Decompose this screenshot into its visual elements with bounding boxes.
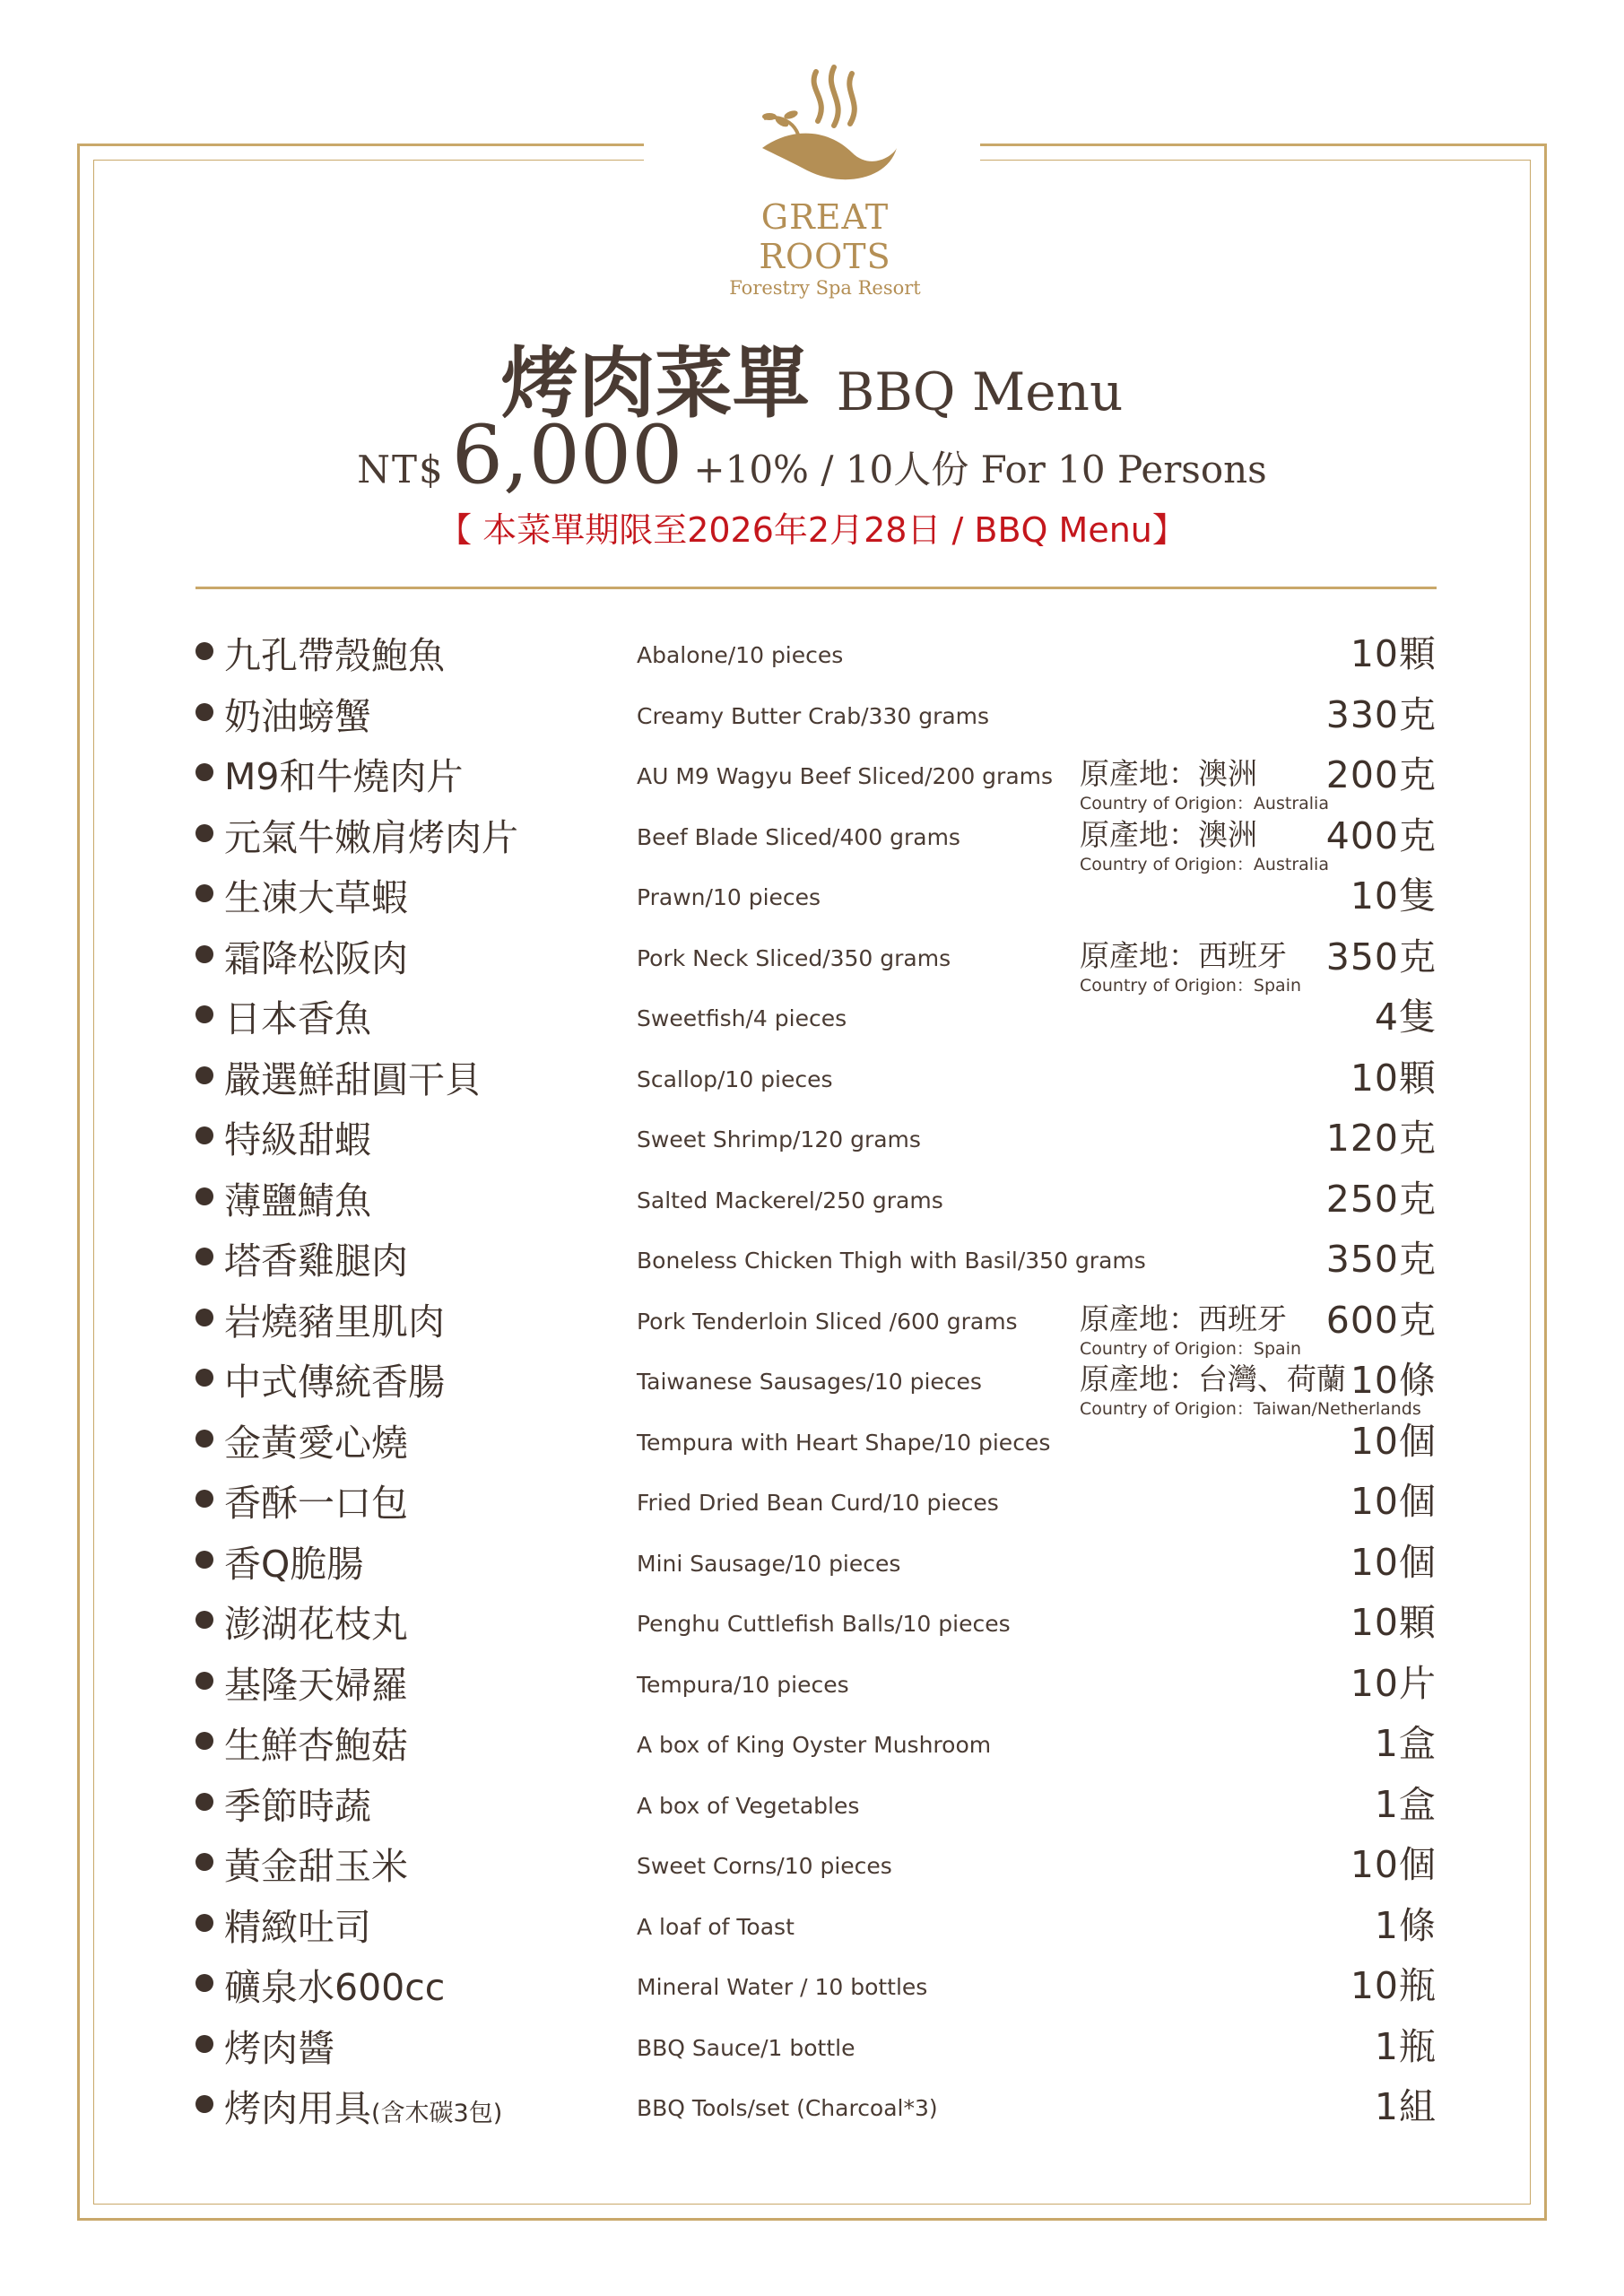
item-name-zh-text: 嚴選鮮甜圓干貝 xyxy=(224,1057,482,1101)
item-quantity: 10個 xyxy=(1350,1843,1437,1886)
menu-item xyxy=(195,1107,1437,1168)
item-quantity: 120克 xyxy=(1325,1117,1437,1160)
item-name-zh xyxy=(224,1110,371,1163)
item-name-zh-text: 金黃愛心燒 xyxy=(224,1421,408,1465)
menu-item xyxy=(195,622,1437,683)
menu-item xyxy=(195,1652,1437,1713)
item-name-zh-text: 烤肉用具 xyxy=(224,2087,371,2130)
item-name-en: Penghu Cuttlefish Balls/10 pieces xyxy=(637,1611,1011,1637)
item-name-zh-text: M9和牛燒肉片 xyxy=(224,755,464,798)
bullet-icon xyxy=(195,824,213,842)
validity-notice: 【 本菜單期限至2026年2月28日 / BBQ Menu】 xyxy=(438,510,1186,550)
bullet-icon xyxy=(195,1309,213,1326)
menu-item xyxy=(195,865,1437,926)
item-name-en: Salted Mackerel/250 grams xyxy=(637,1187,943,1213)
brand-logo xyxy=(708,63,942,299)
item-name-zh-text: 澎湖花枝丸 xyxy=(224,1603,408,1646)
item-name-zh xyxy=(224,929,408,982)
item-quantity: 10條 xyxy=(1350,1359,1437,1402)
bullet-icon xyxy=(195,884,213,902)
bullet-icon xyxy=(195,1732,213,1750)
menu-item xyxy=(195,1470,1437,1531)
item-name-zh-text: 特級甜蝦 xyxy=(224,1118,371,1161)
menu-item xyxy=(195,1773,1437,1834)
item-origin-en: Country of Origion：Australia xyxy=(1080,854,1329,874)
bullet-icon xyxy=(195,1126,213,1144)
item-name-en: Mini Sausage/10 pieces xyxy=(637,1550,901,1577)
menu-item xyxy=(195,1531,1437,1592)
item-name-en: Creamy Butter Crab/330 grams xyxy=(637,702,990,729)
item-name-en: Abalone/10 pieces xyxy=(637,642,844,668)
bullet-icon xyxy=(195,2035,213,2053)
item-name-zh-text: 霜降松阪肉 xyxy=(224,936,408,980)
item-quantity: 10個 xyxy=(1350,1419,1437,1463)
item-origin: 原產地：台灣、荷蘭 xyxy=(1080,1361,1346,1396)
item-name-en: AU M9 Wagyu Beef Sliced/200 grams xyxy=(637,763,1054,789)
item-name-en: Pork Neck Sliced/350 grams xyxy=(637,944,951,971)
frame-bottom xyxy=(77,2218,1547,2221)
menu-title-zh: 烤肉菜單 xyxy=(500,338,810,429)
bullet-icon xyxy=(195,1611,213,1629)
item-origin-en: Country of Origion：Taiwan/Netherlands xyxy=(1080,1399,1421,1419)
item-name-en: Beef Blade Sliced/400 grams xyxy=(637,823,960,850)
item-quantity: 1盒 xyxy=(1374,1722,1437,1765)
bullet-icon xyxy=(195,1066,213,1084)
item-quantity: 4隻 xyxy=(1374,996,1437,1039)
menu-item xyxy=(195,2075,1437,2136)
bullet-icon xyxy=(195,763,213,781)
item-name-zh xyxy=(224,1716,408,1769)
menu-item xyxy=(195,986,1437,1047)
item-name-en: Prawn/10 pieces xyxy=(637,884,821,910)
item-name-zh xyxy=(224,1777,371,1830)
bullet-icon xyxy=(195,1490,213,1508)
item-name-en: Taiwanese Sausages/10 pieces xyxy=(637,1369,982,1395)
item-name-zh xyxy=(224,2019,334,2072)
item-name-zh-text: 精緻吐司 xyxy=(224,1905,371,1949)
item-origin: 原產地：西班牙 xyxy=(1080,937,1287,973)
item-name-en: Mineral Water / 10 bottles xyxy=(637,1974,928,2000)
item-name-zh xyxy=(224,1231,408,1284)
bird-logo-icon xyxy=(744,63,906,197)
item-quantity: 1瓶 xyxy=(1374,2024,1437,2068)
menu-item xyxy=(195,1047,1437,1108)
item-origin: 原產地：澳洲 xyxy=(1080,816,1257,852)
item-name-zh-text: 生凍大草蝦 xyxy=(224,876,408,919)
item-name-zh-text: 黃金甜玉米 xyxy=(224,1845,408,1888)
price-currency: NT$ xyxy=(357,448,445,491)
item-name-zh xyxy=(224,1352,445,1405)
bullet-icon xyxy=(195,703,213,721)
item-name-zh-text: 基隆天婦羅 xyxy=(224,1663,408,1707)
item-name-zh-text: 奶油螃蟹 xyxy=(224,694,371,738)
item-name-en: A box of Vegetables xyxy=(637,1792,860,1819)
menu-title-en: BBQ Menu xyxy=(836,361,1124,422)
item-name-zh-text: 季節時蔬 xyxy=(224,1784,371,1828)
price-amount: 6,000 xyxy=(451,408,683,502)
item-quantity: 10片 xyxy=(1350,1661,1437,1705)
item-name-en: A loaf of Toast xyxy=(637,1913,795,1940)
menu-item xyxy=(195,1833,1437,1894)
item-name-zh xyxy=(224,626,445,679)
item-origin-en: Country of Origion：Australia xyxy=(1080,794,1329,813)
item-quantity: 1條 xyxy=(1374,1903,1437,1947)
item-name-zh xyxy=(224,1595,408,1648)
item-quantity: 350克 xyxy=(1325,1238,1437,1281)
item-name-zh-note: (含木碳3包) xyxy=(371,2100,503,2127)
item-name-en: Tempura with Heart Shape/10 pieces xyxy=(637,1429,1051,1456)
bullet-icon xyxy=(195,2095,213,2113)
item-quantity: 10個 xyxy=(1350,1480,1437,1523)
bullet-icon xyxy=(195,1914,213,1932)
item-name-en: Boneless Chicken Thigh with Basil/350 grams xyxy=(637,1248,1146,1274)
item-quantity: 10顆 xyxy=(1350,1601,1437,1644)
divider xyxy=(195,587,1437,589)
item-name-zh xyxy=(224,808,518,861)
menu-item xyxy=(195,683,1437,744)
bullet-icon xyxy=(195,1005,213,1023)
item-quantity: 10個 xyxy=(1350,1540,1437,1584)
item-name-zh xyxy=(224,868,408,921)
item-quantity: 1組 xyxy=(1374,2085,1437,2128)
item-quantity: 200克 xyxy=(1325,753,1437,796)
item-name-zh-text: 塔香雞腿肉 xyxy=(224,1239,408,1283)
item-name-en: Sweet Shrimp/120 grams xyxy=(637,1126,921,1152)
item-quantity: 600克 xyxy=(1325,1298,1437,1342)
item-name-zh-text: 日本香魚 xyxy=(224,997,371,1040)
frame-top-left xyxy=(77,144,644,146)
item-name-zh-text: 九孔帶殼鮑魚 xyxy=(224,634,445,677)
frame-inner-bottom xyxy=(93,2204,1531,2205)
item-name-en: Fried Dried Bean Curd/10 pieces xyxy=(637,1490,999,1516)
item-name-zh xyxy=(224,1898,371,1951)
item-name-zh-text: 岩燒豬里肌肉 xyxy=(224,1300,445,1344)
menu-item xyxy=(195,1894,1437,1955)
item-name-zh xyxy=(224,1171,371,1224)
item-name-en: Pork Tenderloin Sliced /600 grams xyxy=(637,1308,1018,1335)
frame-inner-top-right xyxy=(980,160,1531,161)
item-name-zh xyxy=(224,989,371,1042)
item-name-zh-text: 中式傳統香腸 xyxy=(224,1361,445,1404)
item-name-zh xyxy=(224,1656,408,1709)
item-origin-en: Country of Origion：Spain xyxy=(1080,1338,1302,1359)
item-name-zh xyxy=(224,1837,408,1890)
item-name-zh xyxy=(224,1413,408,1466)
item-name-en: Tempura/10 pieces xyxy=(637,1671,849,1698)
item-quantity: 10顆 xyxy=(1350,1056,1437,1100)
bullet-icon xyxy=(195,1369,213,1387)
item-name-en: BBQ Sauce/1 bottle xyxy=(637,2034,855,2061)
menu-item xyxy=(195,1349,1437,1419)
item-name-zh-text: 元氣牛嫩肩烤肉片 xyxy=(224,815,518,859)
menu-item xyxy=(195,1591,1437,1652)
bullet-icon xyxy=(195,1430,213,1448)
item-name-zh xyxy=(224,687,371,740)
frame-top-right xyxy=(980,144,1547,146)
item-name-zh-text: 礦泉水600cc xyxy=(224,1966,446,2009)
item-name-zh-text: 香Q脆腸 xyxy=(224,1542,364,1586)
item-name-zh-text: 香酥一口包 xyxy=(224,1482,408,1525)
menu-item xyxy=(195,1410,1437,1471)
item-quantity: 10隻 xyxy=(1350,874,1437,918)
menu-item xyxy=(195,926,1437,996)
menu-item xyxy=(195,2015,1437,2076)
bullet-icon xyxy=(195,945,213,963)
bullet-icon xyxy=(195,642,213,660)
item-quantity: 10顆 xyxy=(1350,632,1437,675)
brand-subtitle: Forestry Spa Resort xyxy=(729,277,921,299)
bullet-icon xyxy=(195,1793,213,1811)
item-name-zh xyxy=(224,2079,502,2132)
item-name-zh-text: 烤肉醬 xyxy=(224,2026,334,2070)
item-name-zh-text: 薄鹽鯖魚 xyxy=(224,1178,371,1222)
item-name-zh-text: 生鮮杏鮑菇 xyxy=(224,1724,408,1767)
price-detail: +10% / 10人份 For 10 Persons xyxy=(693,448,1267,491)
item-name-zh xyxy=(224,1292,445,1345)
bullet-icon xyxy=(195,1974,213,1992)
menu-item xyxy=(195,1289,1437,1359)
item-quantity: 10瓶 xyxy=(1350,1964,1437,2007)
bullet-icon xyxy=(195,1187,213,1205)
bullet-icon xyxy=(195,1672,213,1690)
item-quantity: 250克 xyxy=(1325,1177,1437,1221)
price-line xyxy=(0,408,1624,502)
item-name-en: A box of King Oyster Mushroom xyxy=(637,1732,992,1758)
item-name-zh xyxy=(224,1535,363,1587)
item-name-zh xyxy=(224,747,463,800)
bullet-icon xyxy=(195,1853,213,1871)
menu-item xyxy=(195,1168,1437,1229)
menu-item xyxy=(195,1712,1437,1773)
item-name-zh xyxy=(224,1050,482,1103)
item-quantity: 350克 xyxy=(1325,935,1437,978)
menu-item xyxy=(195,1954,1437,2015)
item-quantity: 1盒 xyxy=(1374,1782,1437,1826)
item-name-en: BBQ Tools/set (Charcoal*3) xyxy=(637,2095,938,2121)
menu-item-list xyxy=(195,622,1437,2136)
menu-item xyxy=(195,1228,1437,1289)
menu-item xyxy=(195,804,1437,874)
bullet-icon xyxy=(195,1248,213,1265)
item-name-en: Sweetfish/4 pieces xyxy=(637,1005,847,1031)
frame-inner-top-left xyxy=(93,160,644,161)
item-origin: 原產地：西班牙 xyxy=(1080,1300,1287,1336)
item-name-en: Sweet Corns/10 pieces xyxy=(637,1853,892,1879)
item-name-zh xyxy=(224,1958,445,2011)
menu-item xyxy=(195,744,1437,813)
item-origin: 原產地：澳洲 xyxy=(1080,756,1257,791)
item-name-zh xyxy=(224,1474,408,1526)
brand-name: GREAT ROOTS xyxy=(759,197,891,276)
item-name-en: Scallop/10 pieces xyxy=(637,1065,833,1092)
item-origin-en: Country of Origion：Spain xyxy=(1080,975,1302,996)
item-quantity: 330克 xyxy=(1325,692,1437,736)
bullet-icon xyxy=(195,1551,213,1569)
item-quantity: 400克 xyxy=(1325,813,1437,857)
